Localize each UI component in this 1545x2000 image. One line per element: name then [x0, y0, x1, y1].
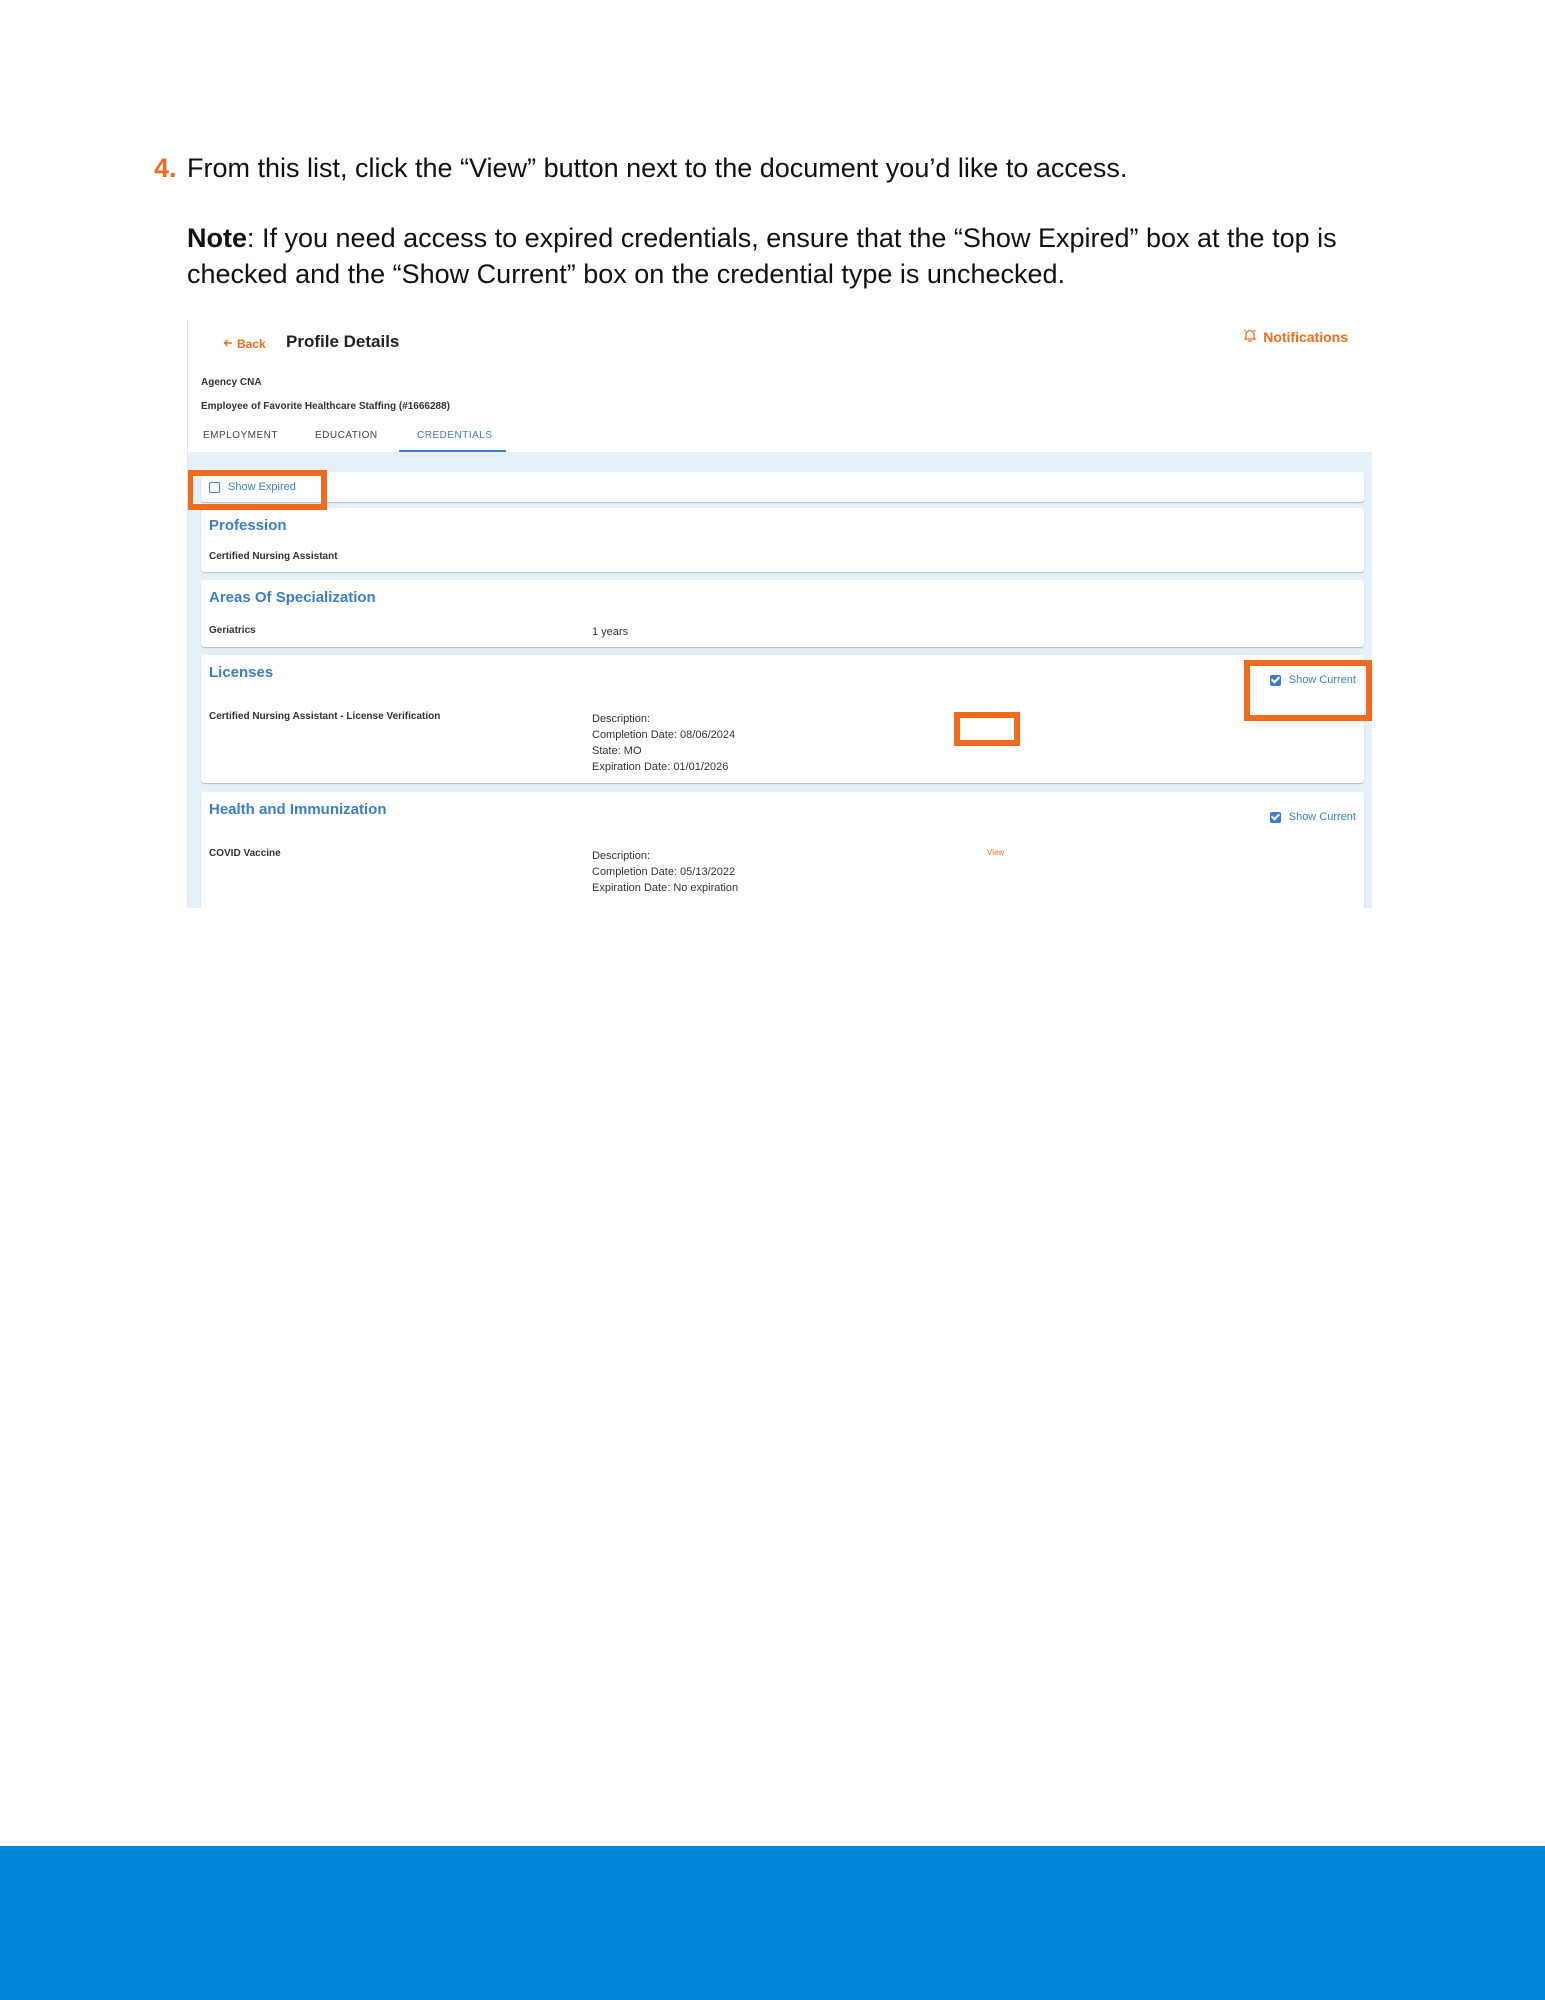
license-state: State: MO [592, 745, 642, 757]
specialization-name: Geriatrics [209, 625, 256, 636]
license-details [592, 711, 735, 775]
top-bar [188, 320, 1372, 370]
notifications-label: Notifications [1263, 328, 1348, 345]
health-item-details [592, 848, 738, 896]
employee-label: Employee of Favorite Healthcare Staffing (#1666288) [201, 401, 450, 412]
health-item-name: COVID Vaccine [209, 848, 281, 859]
specialization-years: 1 years [592, 626, 629, 638]
tab-employment[interactable]: EMPLOYMENT [203, 430, 279, 441]
back-button[interactable] [223, 337, 266, 351]
highlight-show-current [1244, 660, 1372, 721]
health-show-current-checkbox[interactable] [1270, 811, 1356, 823]
page-title: Profile Details [286, 332, 400, 351]
step-number: 4. [154, 153, 177, 183]
specialization-title: Areas Of Specialization [209, 589, 376, 606]
show-expired-bar [201, 472, 1364, 502]
profession-value: Certified Nursing Assistant [209, 551, 338, 562]
app-screenshot [187, 320, 1372, 908]
license-view-button[interactable]: View [987, 711, 1005, 720]
notifications-button[interactable] [1243, 328, 1348, 345]
license-description: Description: [592, 713, 651, 725]
checkbox-checked-icon [1270, 812, 1281, 823]
health-completion-date: Completion Date: 05/13/2022 [592, 866, 736, 878]
licenses-title: Licenses [209, 664, 274, 681]
licenses-section [201, 655, 1364, 783]
license-expiration-date: Expiration Date: 01/01/2026 [592, 761, 729, 773]
highlight-show-expired [187, 470, 327, 510]
license-completion-date: Completion Date: 08/06/2024 [592, 729, 736, 741]
licenses-show-current-label: Show Current [1288, 674, 1356, 686]
arrow-left-icon [223, 337, 233, 351]
instructions [154, 150, 1394, 292]
specialization-section [201, 580, 1364, 647]
back-label: Back [237, 337, 266, 351]
footer-bar [0, 1846, 1545, 2000]
tab-education[interactable]: EDUCATION [315, 430, 378, 441]
note-text: : If you need access to expired credentials, ensure that the “Show Expired” box at the top is checked and the “Show Current” box on the credential type is unchecked. [187, 223, 1337, 289]
bell-icon [1243, 328, 1257, 345]
highlight-view-button [954, 712, 1020, 746]
health-section [201, 792, 1364, 908]
show-expired-label: Show Expired [228, 481, 296, 493]
step-text: From this list, click the “View” button next to the document you’d like to access. [187, 153, 1128, 183]
health-view-button[interactable]: View [987, 848, 1005, 857]
health-title: Health and Immunization [209, 801, 387, 818]
health-expiration-date: Expiration Date: No expiration [592, 882, 739, 894]
step-line [154, 150, 1394, 186]
note-label: Note [187, 223, 247, 253]
tab-credentials[interactable]: CREDENTIALS [417, 430, 493, 441]
tab-bar [188, 422, 1372, 452]
profession-title: Profession [209, 517, 287, 534]
credentials-content [188, 452, 1372, 908]
license-name: Certified Nursing Assistant - License Verification [209, 711, 441, 722]
agency-label: Agency CNA [201, 377, 262, 388]
health-show-current-label: Show Current [1288, 811, 1356, 823]
profession-section [201, 508, 1364, 572]
note [187, 220, 1394, 292]
health-description: Description: [592, 850, 651, 862]
